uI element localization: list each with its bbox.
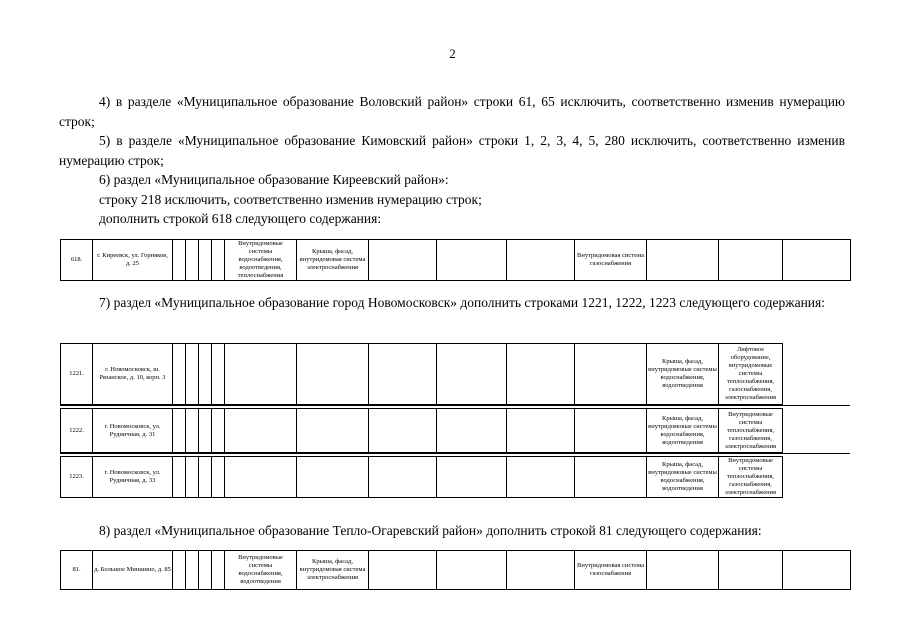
table-row-1223 [60, 456, 851, 498]
page-number: 2 [449, 46, 456, 61]
address-cell: г. Новомосковск, ул. Рудничная, д. 31 [93, 409, 173, 453]
works-cell: Крыша, фасад, внутридомовые системы водоснабжения, водоотведения [647, 457, 719, 498]
works-cell: Внутридомовые системы теплоснабжения, газоснабжения, электроснабжения [719, 457, 783, 498]
paragraph-8 [59, 521, 845, 541]
works-cell: Внутридомовые системы теплоснабжения, газоснабжения, электроснабжения [719, 409, 783, 453]
paragraph-6b-text: дополнить строкой 618 следующего содержания: [99, 211, 382, 226]
works-cell: Лифтовое оборудование, внутридомовые системы теплоснабжения, газоснабжения, электроснабжения [719, 344, 783, 405]
paragraph-4 [59, 92, 845, 229]
paragraph-4-text: 4) в разделе «Муниципальное образование Воловский район» строки 61, 65 исключить, соответственно изменив нумерацию строк; [59, 94, 845, 129]
row-number: 1223. [61, 457, 93, 498]
address-cell: г. Киреевск, ул. Горняков, д. 25 [93, 240, 173, 281]
paragraph-7 [59, 293, 845, 313]
paragraph-5-text: 5) в разделе «Муниципальное образование Кимовский район» строки 1, 2, 3, 4, 5, 280 исключить, соответственно изменив нумерацию строк; [59, 133, 845, 168]
row-divider [60, 405, 850, 406]
address-cell: г. Новомосковск, ул. Рудничная, д. 33 [93, 457, 173, 498]
paragraph-8-text: 8) раздел «Муниципальное образование Тепло-Огаревский район» дополнить строкой 81 следующего содержания: [99, 523, 762, 538]
table-row-1222 [60, 408, 851, 453]
row-divider [60, 453, 850, 454]
works-cell: Внутридомовая система газоснабжения [575, 240, 647, 281]
works-cell: Крыша, фасад, внутридомовая система электроснабжения [297, 240, 369, 281]
works-cell: Внутридомовые системы водоснабжения, водоотведения [225, 551, 297, 590]
table-row-1221 [60, 343, 851, 405]
paragraph-7-text: 7) раздел «Муниципальное образование город Новомосковск» дополнить строками 1221, 1222, 1223 следующего содержания: [99, 295, 825, 310]
address-cell: г. Новомосковск, ш. Рязанское, д. 10, корп. 3 [93, 344, 173, 405]
works-cell: Внутридомовые системы водоснабжения, водоотведения, теплоснабжения [225, 240, 297, 281]
works-cell: Крыша, фасад, внутридомовые системы водоснабжения, водоотведения [647, 344, 719, 405]
works-cell: Крыша, фасад, внутридомовая система электроснабжения [297, 551, 369, 590]
table-row-618 [60, 239, 851, 281]
table-row-81 [60, 550, 851, 590]
works-cell: Крыша, фасад, внутридомовые системы водоснабжения, водоотведения [647, 409, 719, 453]
row-number: 1221. [61, 344, 93, 405]
row-number: 1222. [61, 409, 93, 453]
address-cell: д. Большое Миншино, д. 85 [93, 551, 173, 590]
paragraph-6a-text: строку 218 исключить, соответственно изменив нумерацию строк; [99, 191, 482, 207]
paragraph-6-text: 6) раздел «Муниципальное образование Киреевский район»: [99, 172, 449, 187]
row-number: 618. [61, 240, 93, 281]
row-number: 81. [61, 551, 93, 590]
works-cell: Внутридомовая система газоснабжения [575, 551, 647, 590]
